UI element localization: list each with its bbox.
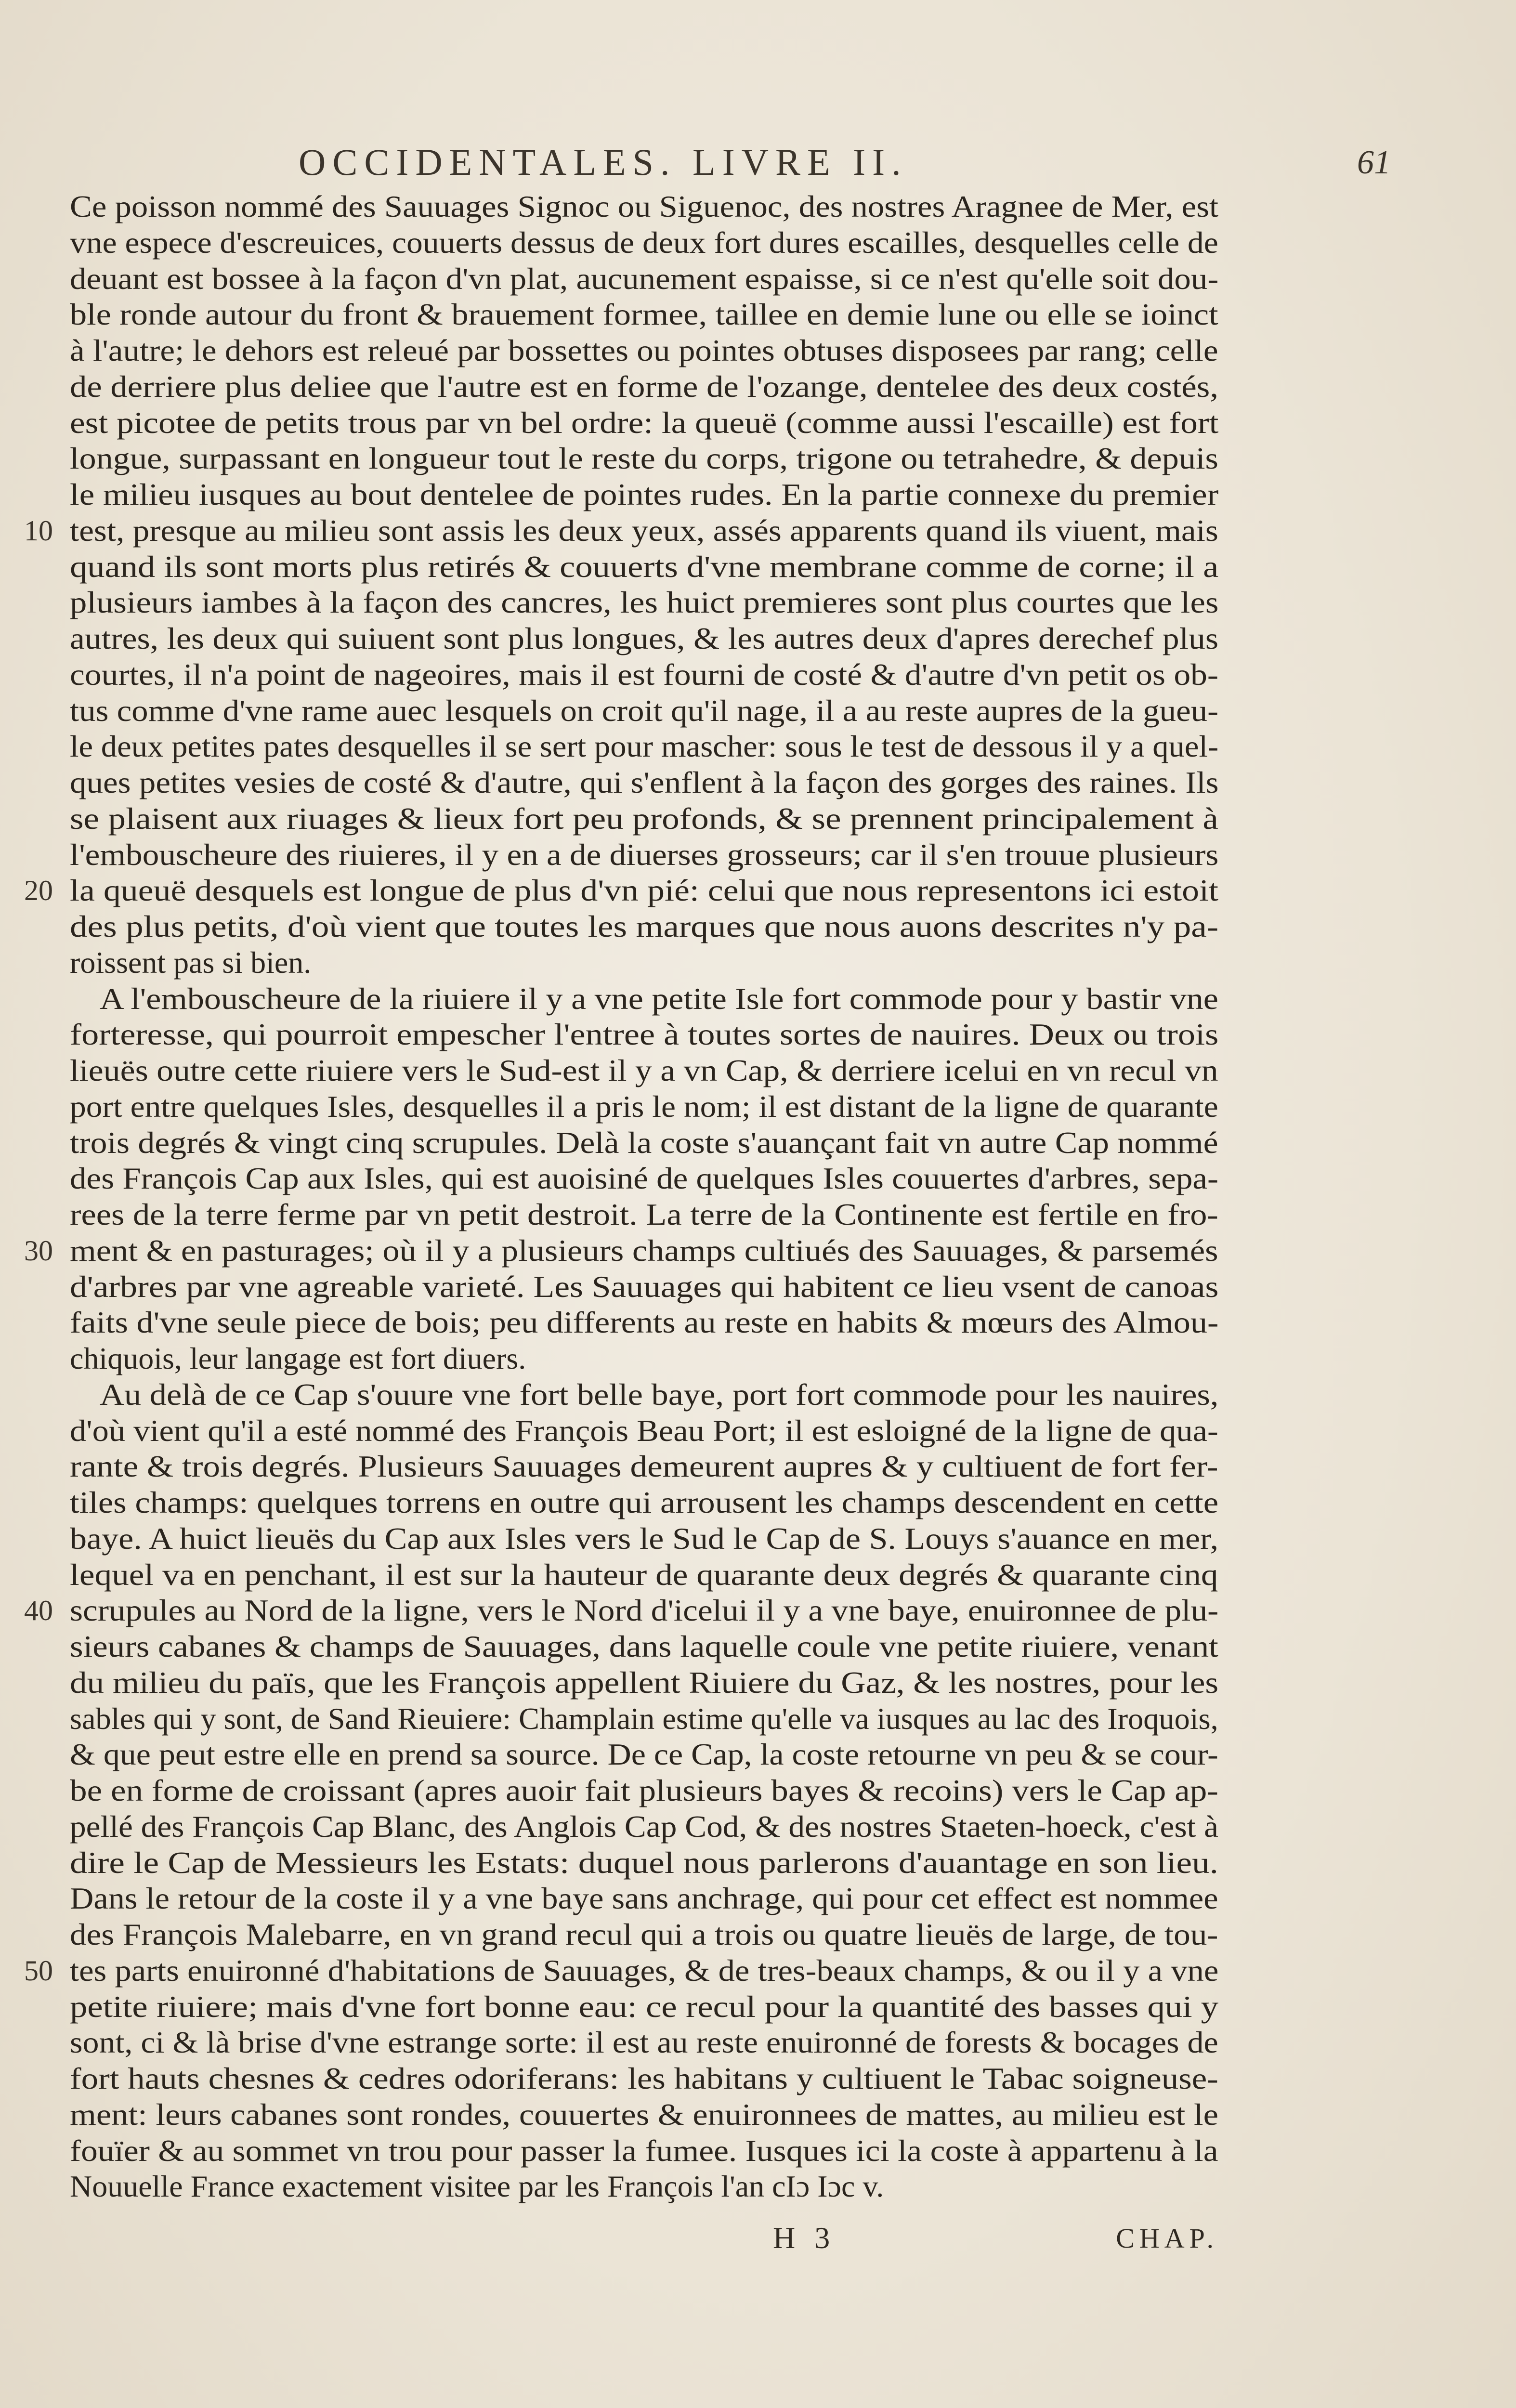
text-line: [70, 1413, 1218, 1449]
folio-number: 61: [1357, 144, 1391, 181]
line-text: sieurs cabanes & champs de Sauuages, dans laquelle coule vne petite riuiere, venant: [70, 1629, 1218, 1663]
margin-line-number: 20: [24, 875, 53, 907]
line-text: be en forme de croissant (apres auoir fait plusieurs bayes & recoins) vers le Cap ap-: [70, 1773, 1219, 1807]
line-text: autres, les deux qui suiuent sont plus longues, & les autres deux d'apres derechef plus: [70, 621, 1219, 655]
line-text: est picotee de petits trous par vn bel ordre: la queuë (comme aussi l'escaille) est fort: [70, 405, 1219, 440]
margin-line-number: 50: [24, 1954, 53, 1987]
line-text: scrupules au Nord de la ligne, vers le Nord d'icelui il y a vne baye, enuironnee de plu-: [70, 1593, 1219, 1628]
line-text: roissent pas si bien.: [70, 945, 312, 980]
line-text: d'arbres par vne agreable varieté. Les Sauuages qui habitent ce lieu vsent de canoas: [70, 1269, 1219, 1304]
line-text: des François Cap aux Isles, qui est auoisiné de quelques Isles couuertes d'arbres, sepa-: [70, 1161, 1219, 1196]
running-title: OCCIDENTALES. LIVRE II.: [299, 141, 908, 183]
margin-line-number: 30: [24, 1234, 53, 1267]
text-line: [70, 2169, 1218, 2205]
text-line: [70, 2097, 1218, 2133]
line-text: sont, ci & là brise d'vne estrange sorte: il est au reste enuironné de forests & bocages de: [70, 2025, 1218, 2060]
text-line: [70, 1845, 1218, 1881]
line-text: A l'embouscheure de la riuiere il y a vne petite Isle fort commode pour y bastir vne: [100, 981, 1218, 1016]
line-text: plusieurs iambes à la façon des cancres, les huict premieres sont plus courtes que les: [70, 585, 1219, 620]
text-line: [70, 981, 1218, 1017]
text-line: [70, 2133, 1218, 2169]
text-line: [70, 1737, 1218, 1773]
text-line: [70, 1917, 1218, 1953]
text-line: [70, 801, 1218, 837]
text-line: [70, 1341, 1218, 1377]
text-line: [24, 1233, 1218, 1269]
text-line: [70, 1089, 1218, 1125]
text-line: [70, 297, 1218, 333]
text-line: [70, 1305, 1218, 1341]
line-text: chiquois, leur langage est fort diuers.: [70, 1341, 526, 1375]
line-text: petite riuiere; mais d'vne fort bonne eau: ce recul pour la quantité des basses qui y: [70, 1989, 1219, 2024]
line-text: fort hauts chesnes & cedres odoriferans: les habitans y cultiuent le Tabac soigneuse-: [70, 2061, 1218, 2095]
line-text: lieuës outre cette riuiere vers le Sud-est il y a vn Cap, & derriere icelui en vn recul vn: [70, 1053, 1218, 1087]
text-line: [70, 1665, 1218, 1701]
text-line: [70, 1485, 1218, 1521]
line-text: dire le Cap de Messieurs les Estats: duquel nous parlerons d'auantage en son lieu.: [70, 1845, 1218, 1880]
text-line: [70, 1017, 1218, 1053]
text-line: [70, 2061, 1218, 2097]
line-text: courtes, il n'a point de nageoires, mais il est fourni de costé & d'autre d'vn petit os ob-: [70, 657, 1219, 692]
text-body: [24, 189, 1219, 2205]
page-footer: [70, 2220, 1218, 2259]
text-line: [70, 909, 1218, 945]
text-line: [70, 441, 1218, 477]
text-line: [24, 1593, 1219, 1629]
text-line: [70, 225, 1218, 261]
text-line: [70, 369, 1218, 405]
line-text: quand ils sont morts plus retirés & couuerts d'vne membrane comme de corne; il a: [70, 549, 1219, 584]
text-line: [70, 657, 1218, 693]
text-line: [70, 1701, 1218, 1737]
line-text: Ce poisson nommé des Sauuages Signoc ou Siguenoc, des nostres Aragnee de Mer, est: [70, 189, 1219, 223]
line-text: ble ronde autour du front & brauement formee, taillee en demie lune ou elle se ioinct: [70, 297, 1218, 332]
line-text: à l'autre; le dehors est releué par bossettes ou pointes obtuses disposees par rang; celle: [70, 333, 1218, 367]
text-line: [70, 1881, 1218, 1917]
catchword: CHAP.: [1116, 2223, 1218, 2254]
line-text: Dans le retour de la coste il y a vne baye sans anchrage, qui pour cet effect est nommee: [70, 1881, 1218, 1916]
text-line: [70, 549, 1218, 585]
line-text: tiles champs: quelques torrens en outre qui arrousent les champs descendent en cette: [70, 1485, 1219, 1519]
text-line: [24, 873, 1219, 909]
line-text: se plaisent aux riuages & lieux fort peu profonds, & se prennent principalement à: [70, 801, 1218, 836]
text-line: [24, 1953, 1219, 1989]
line-text: port entre quelques Isles, desquelles il a pris le nom; il est distant de la ligne de quarante: [70, 1089, 1218, 1124]
line-text: tus comme d'vne rame auec lesquels on croit qu'il nage, il a au reste aupres de la gueu-: [70, 693, 1219, 728]
text-line: [70, 1377, 1218, 1413]
line-text: Nouuelle France exactement visitee par les François l'an cIɔ Iɔc v.: [70, 2169, 884, 2204]
margin-line-number: 40: [24, 1595, 53, 1627]
text-line: [24, 513, 1218, 549]
page-header: [299, 141, 1391, 194]
line-text: du milieu du païs, que les François appellent Riuiere du Gaz, & les nostres, pour les: [70, 1665, 1219, 1700]
text-line: [70, 729, 1218, 765]
text-line: [70, 765, 1218, 801]
text-line: [70, 1557, 1218, 1593]
line-text: test, presque au milieu sont assis les deux yeux, assés apparents quand ils viuent, mais: [70, 513, 1218, 548]
text-line: [70, 585, 1218, 621]
text-line: [70, 2025, 1218, 2061]
text-line: [70, 189, 1218, 225]
line-text: pellé des François Cap Blanc, des Anglois Cap Cod, & des nostres Staeten-hoeck, c'est à: [70, 1809, 1219, 1844]
line-text: forteresse, qui pourroit empescher l'entree à toutes sortes de nauires. Deux ou trois: [70, 1017, 1219, 1052]
line-text: fouïer & au sommet vn trou pour passer la fumee. Iusques ici la coste à appartenu à la: [70, 2133, 1218, 2168]
line-text: lequel va en penchant, il est sur la hauteur de quarante deux degrés & quarante cinq: [70, 1557, 1218, 1592]
text-line: [70, 1125, 1218, 1161]
line-text: le milieu iusques au bout dentelee de pointes rudes. En la partie connexe du premier: [70, 477, 1219, 511]
line-text: le deux petites pates desquelles il se sert pour mascher: sous le test de dessous il y a quel-: [70, 729, 1219, 764]
line-text: ment & en pasturages; où il y a plusieurs champs cultiués des Sauuages, & parsemés: [70, 1233, 1218, 1268]
line-text: de derriere plus deliee que l'autre est en forme de l'ozange, dentelee des deux costés,: [70, 369, 1218, 404]
line-text: d'où vient qu'il a esté nommé des François Beau Port; il est esloigné de la ligne de qua-: [70, 1413, 1218, 1448]
line-text: deuant est bossee à la façon d'vn plat, aucunement espaisse, si ce n'est qu'elle soit dou-: [70, 261, 1219, 296]
line-text: baye. A huict lieuës du Cap aux Isles vers le Sud le Cap de S. Louys s'auance en mer,: [70, 1521, 1219, 1556]
line-text: sables qui y sont, de Sand Rieuiere: Champlain estime qu'elle va iusques au lac des Iroquois,: [70, 1701, 1218, 1736]
line-text: longue, surpassant en longueur tout le reste du corps, trigone ou tetrahedre, & depuis: [70, 441, 1218, 476]
text-line: [70, 333, 1218, 369]
text-line: [70, 693, 1218, 729]
text-line: [70, 261, 1218, 297]
line-text: trois degrés & vingt cinq scrupules. Delà la coste s'auançant fait vn autre Cap nommé: [70, 1125, 1218, 1160]
text-line: [70, 1809, 1218, 1845]
text-line: [70, 1521, 1218, 1557]
line-text: & que peut estre elle en prend sa source. De ce Cap, la coste retourne vn peu & se cour-: [70, 1737, 1218, 1772]
margin-line-number: 10: [24, 514, 53, 547]
text-line: [70, 1629, 1218, 1665]
line-text: faits d'vne seule piece de bois; peu differents au reste en habits & mœurs des Almou-: [70, 1305, 1219, 1340]
line-text: rees de la terre ferme par vn petit destroit. La terre de la Continente est fertile en fro-: [70, 1197, 1218, 1231]
text-line: [70, 477, 1218, 513]
line-text: ment: leurs cabanes sont rondes, couuertes & enuironnees de mattes, au milieu est le: [70, 2097, 1218, 2132]
line-text: rante & trois degrés. Plusieurs Sauuages demeurent aupres & y cultiuent de fort fer-: [70, 1449, 1218, 1484]
text-line: [70, 1269, 1218, 1305]
line-text: des François Malebarre, en vn grand recul qui a trois ou quatre lieuës de large, de tou-: [70, 1917, 1218, 1951]
text-line: [70, 837, 1218, 873]
text-line: [70, 621, 1218, 657]
text-line: [70, 1449, 1218, 1485]
text-line: [70, 405, 1218, 441]
text-line: [70, 1053, 1218, 1089]
line-text: ques petites vesies de costé & d'autre, qui s'enflent à la façon des gorges des raines. Ils: [70, 765, 1219, 799]
line-text: Au delà de ce Cap s'ouure vne fort belle baye, port fort commode pour les nauires,: [100, 1377, 1219, 1412]
text-line: [70, 1773, 1218, 1809]
text-line: [70, 1161, 1218, 1197]
line-text: des plus petits, d'où vient que toutes les marques que nous auons descrites n'y pa-: [70, 909, 1219, 943]
line-text: vne espece d'escreuices, couuerts dessus de deux fort dures escailles, desquelles celle de: [70, 225, 1218, 260]
text-line: [70, 1197, 1218, 1233]
line-text: l'embouscheure des riuieres, il y en a de diuerses grosseurs; car il s'en trouue plusieurs: [70, 837, 1219, 872]
text-line: [70, 945, 1218, 981]
line-text: la queuë desquels est longue de plus d'vn pié: celui que nous representons ici estoit: [70, 873, 1219, 908]
line-text: tes parts enuironné d'habitations de Sauuages, & de tres-beaux champs, & ou il y a vne: [70, 1953, 1219, 1988]
text-line: [70, 1989, 1218, 2025]
signature-mark: H 3: [773, 2221, 836, 2255]
